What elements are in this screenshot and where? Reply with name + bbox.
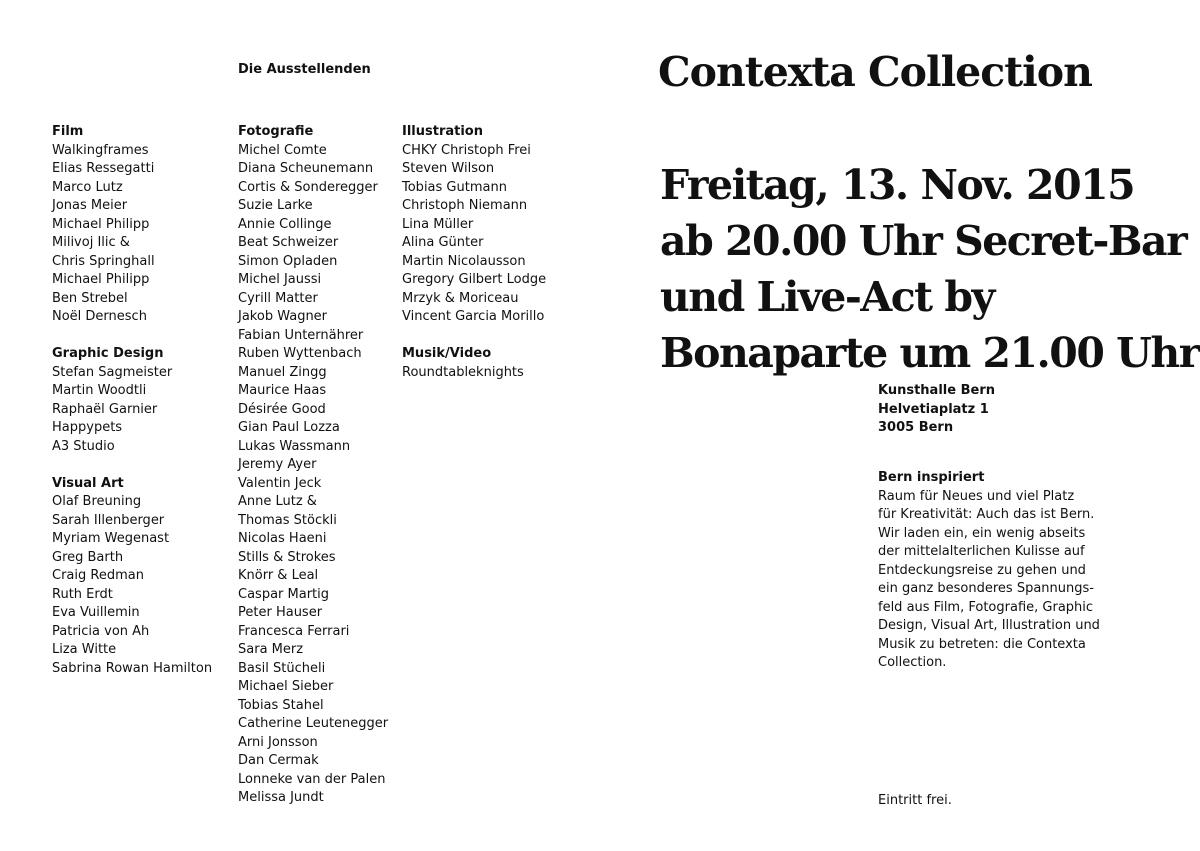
group-title: Film (52, 124, 84, 139)
group-musik-video (402, 345, 546, 382)
intro-line: der mittelalterlichen Kulisse auf (878, 544, 1085, 559)
exhibitor-name: Maurice Haas (238, 383, 327, 398)
address-line: 3005 Bern (878, 420, 954, 435)
exhibitor-name: Steven Wilson (402, 161, 495, 176)
address-line: Kunsthalle Bern (878, 383, 995, 398)
intro-line: Collection. (878, 655, 947, 670)
headline-line: ab 20.00 Uhr Secret-Bar (660, 217, 1187, 265)
exhibitor-name: Gregory Gilbert Lodge (402, 272, 547, 287)
exhibitor-name: Jeremy Ayer (238, 457, 317, 472)
intro-line: Entdeckungsreise zu gehen und (878, 562, 1086, 578)
exhibitor-name: Stefan Sagmeister (52, 364, 173, 380)
intro-text (878, 469, 1178, 673)
exhibitor-name: Dan Cermak (238, 753, 319, 768)
event-title: Contexta Collection (658, 48, 1092, 96)
exhibitor-name: Marco Lutz (52, 179, 123, 195)
exhibitor-name: Désirée Good (238, 401, 326, 417)
venue-address (878, 382, 995, 438)
exhibitor-name: Martin Woodtli (52, 383, 147, 398)
intro-title: Bern inspiriert (878, 470, 985, 485)
exhibitor-name: Walkingframes (52, 142, 149, 158)
exhibitor-name: Roundtableknights (402, 364, 524, 380)
exhibitor-name: Alina Günter (402, 235, 484, 250)
exhibitor-name: CHKY Christoph Frei (402, 142, 531, 158)
right-page (600, 0, 1200, 851)
exhibitor-name: Ruben Wyttenbach (238, 346, 362, 361)
exhibitor-name: Martin Nicolausson (402, 253, 526, 269)
exhibitor-name: Liza Witte (52, 642, 117, 657)
exhibitor-name: Michael Philipp (52, 272, 150, 287)
exhibitor-name: Nicolas Haeni (238, 531, 327, 546)
exhibitor-name: Craig Redman (52, 568, 144, 583)
exhibitor-name: Francesca Ferrari (238, 623, 350, 639)
intro-line: feld aus Film, Fotografie, Graphic (878, 599, 1094, 615)
intro-line: für Kreativität: Auch das ist Bern. (878, 507, 1095, 522)
exhibitor-name: Lukas Wassmann (238, 438, 351, 454)
exhibitor-name: Sarah Illenberger (52, 512, 165, 528)
exhibitor-name: Stills & Strokes (238, 549, 336, 565)
column-three (402, 123, 546, 401)
exhibitor-name: Tobias Stahel (238, 697, 324, 713)
exhibitor-name: Lonneke van der Palen (238, 771, 386, 787)
intro-line: ein ganz besonderes Spannungs- (878, 581, 1094, 596)
exhibitor-name: Michel Comte (238, 142, 327, 158)
exhibitor-name: Myriam Wegenast (52, 531, 170, 546)
exhibitor-name: Ruth Erdt (52, 586, 113, 602)
exhibitor-name: Greg Barth (52, 549, 124, 565)
group-illustration (402, 123, 546, 327)
exhibitor-name: Sara Merz (238, 642, 304, 657)
exhibitor-name: Cortis & Sonderegger (238, 179, 378, 195)
exhibitor-name: Beat Schweizer (238, 235, 339, 250)
exhibitor-name: Jonas Meier (52, 198, 128, 213)
event-headline (660, 157, 1199, 381)
exhibitor-name: Catherine Leutenegger (238, 716, 389, 731)
exhibitor-name: Vincent Garcia Morillo (402, 309, 545, 324)
exhibitor-name: Knörr & Leal (238, 568, 319, 583)
exhibitor-name: Noël Dernesch (52, 309, 147, 324)
exhibitor-name: Jakob Wagner (238, 309, 328, 324)
intro-line: Design, Visual Art, Illustration und (878, 618, 1100, 633)
exhibitor-name: Manuel Zingg (238, 364, 327, 380)
group-fotografie (238, 123, 388, 808)
exhibitor-name: Milivoj Ilic & (52, 235, 130, 250)
exhibitor-name: Patricia von Ah (52, 623, 150, 639)
exhibitor-name: Eva Vuillemin (52, 605, 140, 620)
exhibitor-name: Valentin Jeck (238, 475, 322, 491)
exhibitor-name: Christoph Niemann (402, 198, 528, 213)
intro-line: Raum für Neues und viel Platz (878, 488, 1075, 504)
address-line: Helvetiaplatz 1 (878, 401, 989, 417)
exhibitor-name: Sabrina Rowan Hamilton (52, 660, 213, 676)
exhibitor-name: Gian Paul Lozza (238, 420, 340, 435)
intro-line: Musik zu betreten: die Contexta (878, 636, 1086, 652)
column-two (238, 123, 388, 826)
exhibitor-name: Melissa Jundt (238, 790, 324, 805)
exhibitor-name: Simon Opladen (238, 253, 338, 269)
exhibitor-name: Ben Strebel (52, 290, 128, 306)
exhibitor-name: Lina Müller (402, 216, 474, 232)
exhibitor-name: Basil Stücheli (238, 660, 326, 676)
column-one (52, 123, 212, 697)
exhibitor-name: Happypets (52, 420, 123, 435)
exhibitor-name: Thomas Stöckli (238, 512, 337, 528)
exhibitor-name: Suzie Larke (238, 198, 313, 213)
exhibitor-name: Michel Jaussi (238, 272, 322, 287)
group-title: Illustration (402, 124, 483, 139)
exhibitors-heading: Die Ausstellenden (238, 62, 371, 77)
exhibitor-name: Cyrill Matter (238, 290, 318, 306)
group-graphic-design (52, 345, 212, 456)
headline-line: Freitag, 13. Nov. 2015 (660, 161, 1135, 209)
headline-line: und Live-Act by (660, 273, 994, 321)
exhibitor-name: Caspar Martig (238, 586, 329, 602)
exhibitor-name: Michael Sieber (238, 679, 334, 694)
exhibitor-name: A3 Studio (52, 438, 115, 454)
group-title: Musik/Video (402, 346, 492, 361)
exhibitor-name: Mrzyk & Moriceau (402, 290, 519, 306)
exhibitor-name: Tobias Gutmann (402, 179, 507, 195)
entry-note: Eintritt frei. (878, 793, 952, 808)
group-title: Fotografie (238, 124, 314, 139)
exhibitor-name: Anne Lutz & (238, 494, 317, 509)
headline-line: Bonaparte um 21.00 Uhr (660, 329, 1199, 377)
exhibitor-name: Olaf Breuning (52, 494, 142, 509)
exhibitor-name: Diana Scheunemann (238, 161, 374, 176)
exhibitor-name: Chris Springhall (52, 253, 155, 269)
exhibitor-name: Michael Philipp (52, 216, 150, 232)
group-visual-art (52, 475, 212, 679)
exhibitor-name: Raphaël Garnier (52, 401, 158, 417)
group-title: Graphic Design (52, 346, 164, 361)
group-title: Visual Art (52, 475, 124, 491)
exhibitor-name: Annie Collinge (238, 216, 332, 232)
exhibitor-name: Fabian Unternährer (238, 327, 364, 343)
intro-line: Wir laden ein, ein wenig abseits (878, 525, 1086, 541)
group-film (52, 123, 212, 327)
exhibitor-name: Peter Hauser (238, 605, 323, 620)
exhibitor-name: Elias Ressegatti (52, 161, 155, 176)
exhibitor-name: Arni Jonsson (238, 734, 318, 750)
